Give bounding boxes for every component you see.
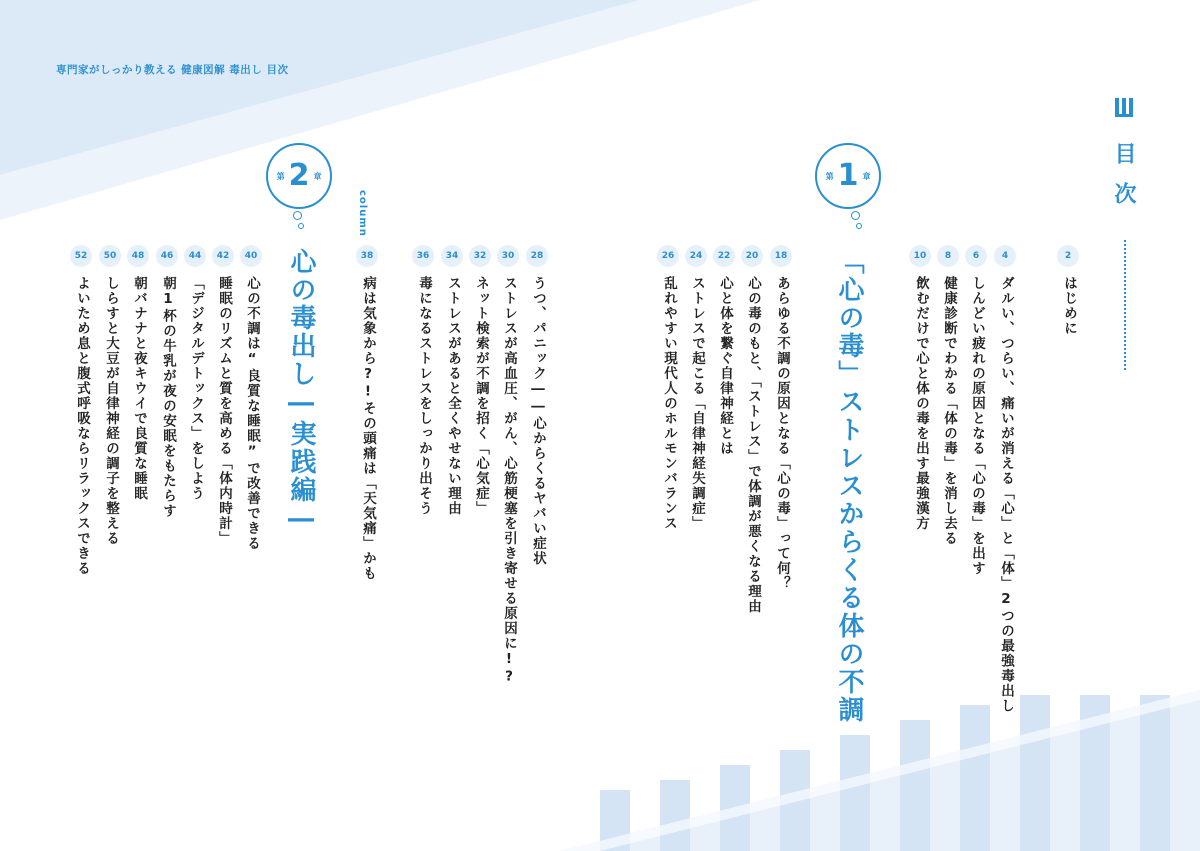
toc-entry[interactable]: 朝バナナと夜キウイで良質な睡眠	[131, 276, 147, 501]
toc-entry[interactable]: はじめに	[1061, 276, 1077, 336]
page-number: 22	[713, 245, 735, 267]
page-number: 20	[741, 245, 763, 267]
toc-entry[interactable]: 心の毒のもと、「ストレス」で体調が悪くなる理由	[745, 276, 761, 615]
toc-dotted-line	[1124, 240, 1126, 370]
page-number: 34	[441, 245, 463, 267]
chapter-2-title[interactable]: 心の毒出し―実践編―	[286, 248, 316, 536]
page-number: 18	[770, 245, 792, 267]
toc-entry[interactable]: 乱れやすい現代人のホルモンバランス	[661, 276, 677, 531]
toc-entry[interactable]: しらすと大豆が自律神経の調子を整える	[103, 276, 119, 546]
toc-entry[interactable]: 心の不調は“良質な睡眠”で改善できる	[244, 276, 260, 551]
page-number: 30	[497, 245, 519, 267]
toc-entry[interactable]: 健康診断でわかる「体の毒」を消し去る	[941, 276, 957, 546]
toc-entry[interactable]: 「デジタルデトックス」をしよう	[188, 276, 204, 501]
toc-entry[interactable]: ストレスがあると全くやせない理由	[445, 276, 461, 516]
page-number: 8	[937, 245, 959, 267]
toc-entry[interactable]: ストレスが高血圧、がん、心筋梗塞を引き寄せる原因に!?	[501, 276, 517, 686]
toc-entry[interactable]: 病は気象から?!その頭痛は「天気痛」かも	[360, 276, 376, 581]
toc-entry[interactable]: 朝1杯の牛乳が夜の安眠をもたらす	[160, 276, 176, 519]
chapter-number: 1	[837, 158, 859, 193]
toc-entry[interactable]: しんどい疲れの原因となる「心の毒」を出す	[969, 276, 985, 576]
chapter-bubble	[856, 223, 862, 229]
toc-entry[interactable]: よいため息と腹式呼吸ならリラックスできる	[74, 276, 90, 576]
page-number: 10	[909, 245, 931, 267]
page-number: 4	[994, 245, 1016, 267]
toc-entry[interactable]: ダルい、つらい、痛いが消える「心」と「体」2つの最強毒出し	[998, 276, 1014, 714]
toc-entry[interactable]: 毒になるストレスをしっかり出そう	[416, 276, 432, 516]
toc-entry[interactable]: 心と体を繋ぐ自律神経とは	[717, 276, 733, 456]
page-number: 26	[657, 245, 679, 267]
chapter-bubble	[293, 211, 302, 220]
page-number: 6	[965, 245, 987, 267]
page-number: 40	[240, 245, 262, 267]
chapter-bubble	[298, 223, 304, 229]
chapter-prefix: 第	[276, 171, 285, 181]
page-number: 48	[127, 245, 149, 267]
page-number: 52	[70, 245, 92, 267]
book-header: 専門家がしっかり教える 健康図解 毒出し 目次	[56, 64, 289, 76]
page-number: 38	[356, 245, 378, 267]
page-number: 24	[685, 245, 707, 267]
toc-entry[interactable]: うつ、パニック――心からくるヤバい症状	[530, 276, 546, 566]
toc-entry[interactable]: ストレスで起こる「自律神経失調症」	[689, 276, 705, 531]
column-label: column	[357, 190, 368, 237]
chapter-2-badge	[266, 143, 332, 209]
book-icon	[1113, 96, 1135, 118]
page-number: 44	[184, 245, 206, 267]
chapter-suffix: 章	[862, 171, 871, 181]
chapter-1-badge	[815, 143, 881, 209]
toc-title: 目次	[1111, 142, 1136, 222]
page-number: 2	[1057, 245, 1079, 267]
page-number: 42	[212, 245, 234, 267]
page-number: 36	[412, 245, 434, 267]
chapter-suffix: 章	[313, 171, 322, 181]
toc-entry[interactable]: 睡眠のリズムと質を高める「体内時計」	[216, 276, 232, 546]
chapter-1-title[interactable]: 「心の毒」ストレスからくる体の不調	[834, 248, 864, 724]
toc-entry[interactable]: ネット検索が不調を招く「心気症」	[473, 276, 489, 516]
toc-entry[interactable]: 飲むだけで心と体の毒を出す最強漢方	[913, 276, 929, 531]
page-number: 46	[156, 245, 178, 267]
page-number: 28	[526, 245, 548, 267]
chapter-bubble	[851, 211, 860, 220]
toc-entry[interactable]: あらゆる不調の原因となる「心の毒」って何？	[774, 276, 790, 591]
page-number: 32	[469, 245, 491, 267]
chapter-prefix: 第	[825, 171, 834, 181]
chapter-number: 2	[288, 158, 310, 193]
page-number: 50	[99, 245, 121, 267]
